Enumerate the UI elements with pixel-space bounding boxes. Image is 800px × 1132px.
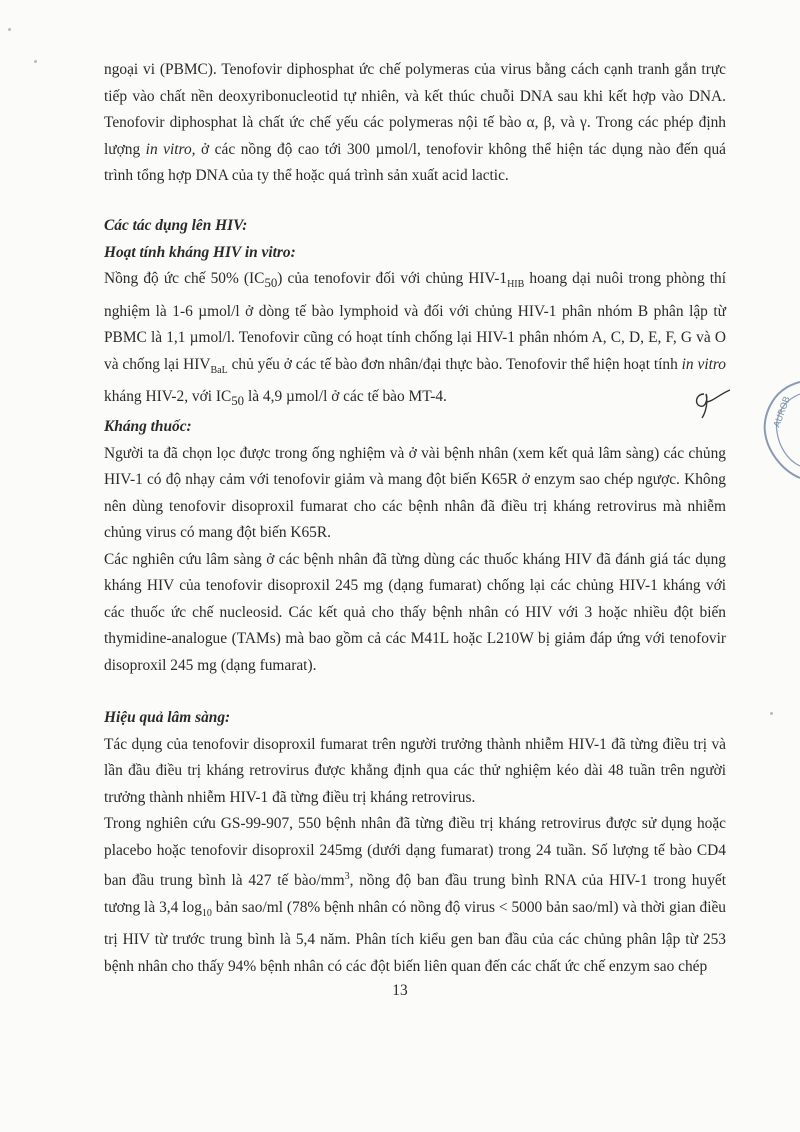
text-run: ngoại vi (PBMC). Tenofovir diphosphat ức chế polymeras của virus bằng cách cạnh tranh gắn trực tiếp vào chất nền deoxyribonucleotid tự nhiên, và kết thúc chuỗi DNA sau khi kết hợp vào DNA. Tenofovir diphosphat là chất ức chế yếu các polymeras nội tế bào α, β, và γ. Trong các phép định lượng bbox=[104, 61, 726, 158]
scan-speck bbox=[8, 28, 11, 31]
heading-resistance: Kháng thuốc: bbox=[104, 418, 192, 435]
paragraph-clinical-1: Tác dụng của tenofovir disoproxil fumarat trên người trưởng thành nhiễm HIV-1 đã từng điều trị và lần đầu điều trị kháng retrovirus được khẳng định qua các thử nghiệm kéo dài 48 tuần trên người trưởng thành nhiễm HIV-1 đã từng điều trị kháng retrovirus. bbox=[104, 735, 726, 806]
text-run: , nồng độ ban đầu trung bình RNA của HIV-1 trong huyết tương là 3,4 log bbox=[104, 872, 726, 916]
superscript: 3 bbox=[344, 871, 350, 882]
text-run: Trong nghiên cứu GS-99-907, 550 bệnh nhân đã từng điều trị kháng retrovirus được sử dụng hoặc placebo hoặc tenofovir disoproxil 245mg (dưới dạng fumarat) trong 24 tuần. Số lượng tế bào CD4 ban đầu trung bình là 427 tế bào/mm bbox=[104, 815, 726, 890]
text-run: hoang dại nuôi trong phòng thí nghiệm là 1-6 µmol/l ở dòng tế bào lymphoid và đối với chủng HIV-1 phân nhóm B phân lập từ PBMC là 1,1 µmol/l. Tenofovir cũng có hoạt tính chống lại HIV-1 phân nhóm A, C, D, E, F, G và O và chống lại HIV bbox=[104, 270, 727, 373]
section-hiv-effects bbox=[104, 213, 726, 415]
text-run: kháng HIV-2, với IC bbox=[104, 388, 232, 406]
text-run: chủ yếu ở các tế bào đơn nhân/đại thực bào. Tenofovir thể hiện hoạt tính bbox=[227, 355, 682, 373]
heading-clinical-efficacy: Hiệu quả lâm sàng: bbox=[104, 709, 231, 726]
paragraph-resistance-1: Người ta đã chọn lọc được trong ống nghiệm và ở vài bệnh nhân (xem kết quả lâm sàng) các chủng HIV-1 có độ nhạy cảm với tenofovir giảm và mang đột biến K65R ở enzym sao chép ngược. Không nên dùng tenofovir disoproxil fumarat cho các bệnh nhân đã điều trị kháng retrovirus mà nhiễm chủng virus có mang đột biến K65R. bbox=[104, 444, 726, 541]
text-run: là 4,9 µmol/l ở các tế bào MT-4. bbox=[244, 388, 447, 406]
paragraph-in-vitro bbox=[104, 266, 726, 415]
text-run: bản sao/ml (78% bệnh nhân có nồng độ virus < 5000 bản sao/ml) và thời gian điều trị HIV từ trước trung bình là 5,4 năm. Phân tích kiểu gen ban đầu của các chủng phân lập từ 253 bệnh nhân cho thấy 94% bệnh nhân có các đột biến liên quan đến các chất ức chế enzym sao chép bbox=[104, 898, 727, 975]
heading-text: in vitro: bbox=[244, 243, 296, 261]
signature-icon bbox=[690, 388, 734, 422]
heading-text: Hoạt tính kháng HIV bbox=[104, 243, 245, 261]
stamp-icon bbox=[757, 380, 800, 480]
subscript: 50 bbox=[264, 276, 278, 291]
subscript: HIB bbox=[507, 279, 525, 291]
stamp-text: AUROB bbox=[772, 395, 793, 430]
subscript: BaL bbox=[210, 364, 228, 376]
paragraph-mechanism bbox=[104, 57, 726, 190]
heading-in-vitro-activity bbox=[104, 240, 726, 267]
paragraph-clinical-2 bbox=[104, 811, 726, 980]
page-number: 13 bbox=[392, 982, 408, 999]
section-clinical-efficacy bbox=[104, 705, 726, 980]
scan-speck bbox=[34, 60, 37, 63]
text-run: Nồng độ ức chế 50% (IC bbox=[104, 270, 265, 287]
subscript: 50 bbox=[231, 394, 245, 409]
subscript: 10 bbox=[201, 907, 212, 919]
italic-run: in vitro bbox=[681, 355, 726, 373]
heading-hiv-effects: Các tác dụng lên HIV: bbox=[104, 217, 248, 234]
italic-run: in vitro, bbox=[145, 140, 196, 158]
text-run: ở các nồng độ cao tới 300 µmol/l, tenofovir không thể hiện tác dụng nào đến quá trình tổng hợp DNA của ty thể hoặc quá trình sản xuất acid lactic. bbox=[104, 140, 727, 184]
scan-speck bbox=[770, 712, 773, 715]
text-run: ) của tenofovir đối với chủng HIV-1 bbox=[277, 270, 508, 287]
section-resistance bbox=[104, 414, 726, 679]
paragraph-resistance-2: Các nghiên cứu lâm sàng ở các bệnh nhân đã từng dùng các thuốc kháng HIV đã đánh giá tác dụng kháng HIV của tenofovir disoproxil 245 mg (dạng fumarat) chống lại các chủng HIV-1 kháng với các thuốc ức chế nucleosid. Các kết quả cho thấy bệnh nhân có HIV với 3 hoặc nhiều đột biến thymidine-analogue (TAMs) mà bao gồm cả các M41L hoặc L210W bị giảm đáp ứng với tenofovir disoproxil 245 mg (dạng fumarat). bbox=[104, 550, 726, 674]
